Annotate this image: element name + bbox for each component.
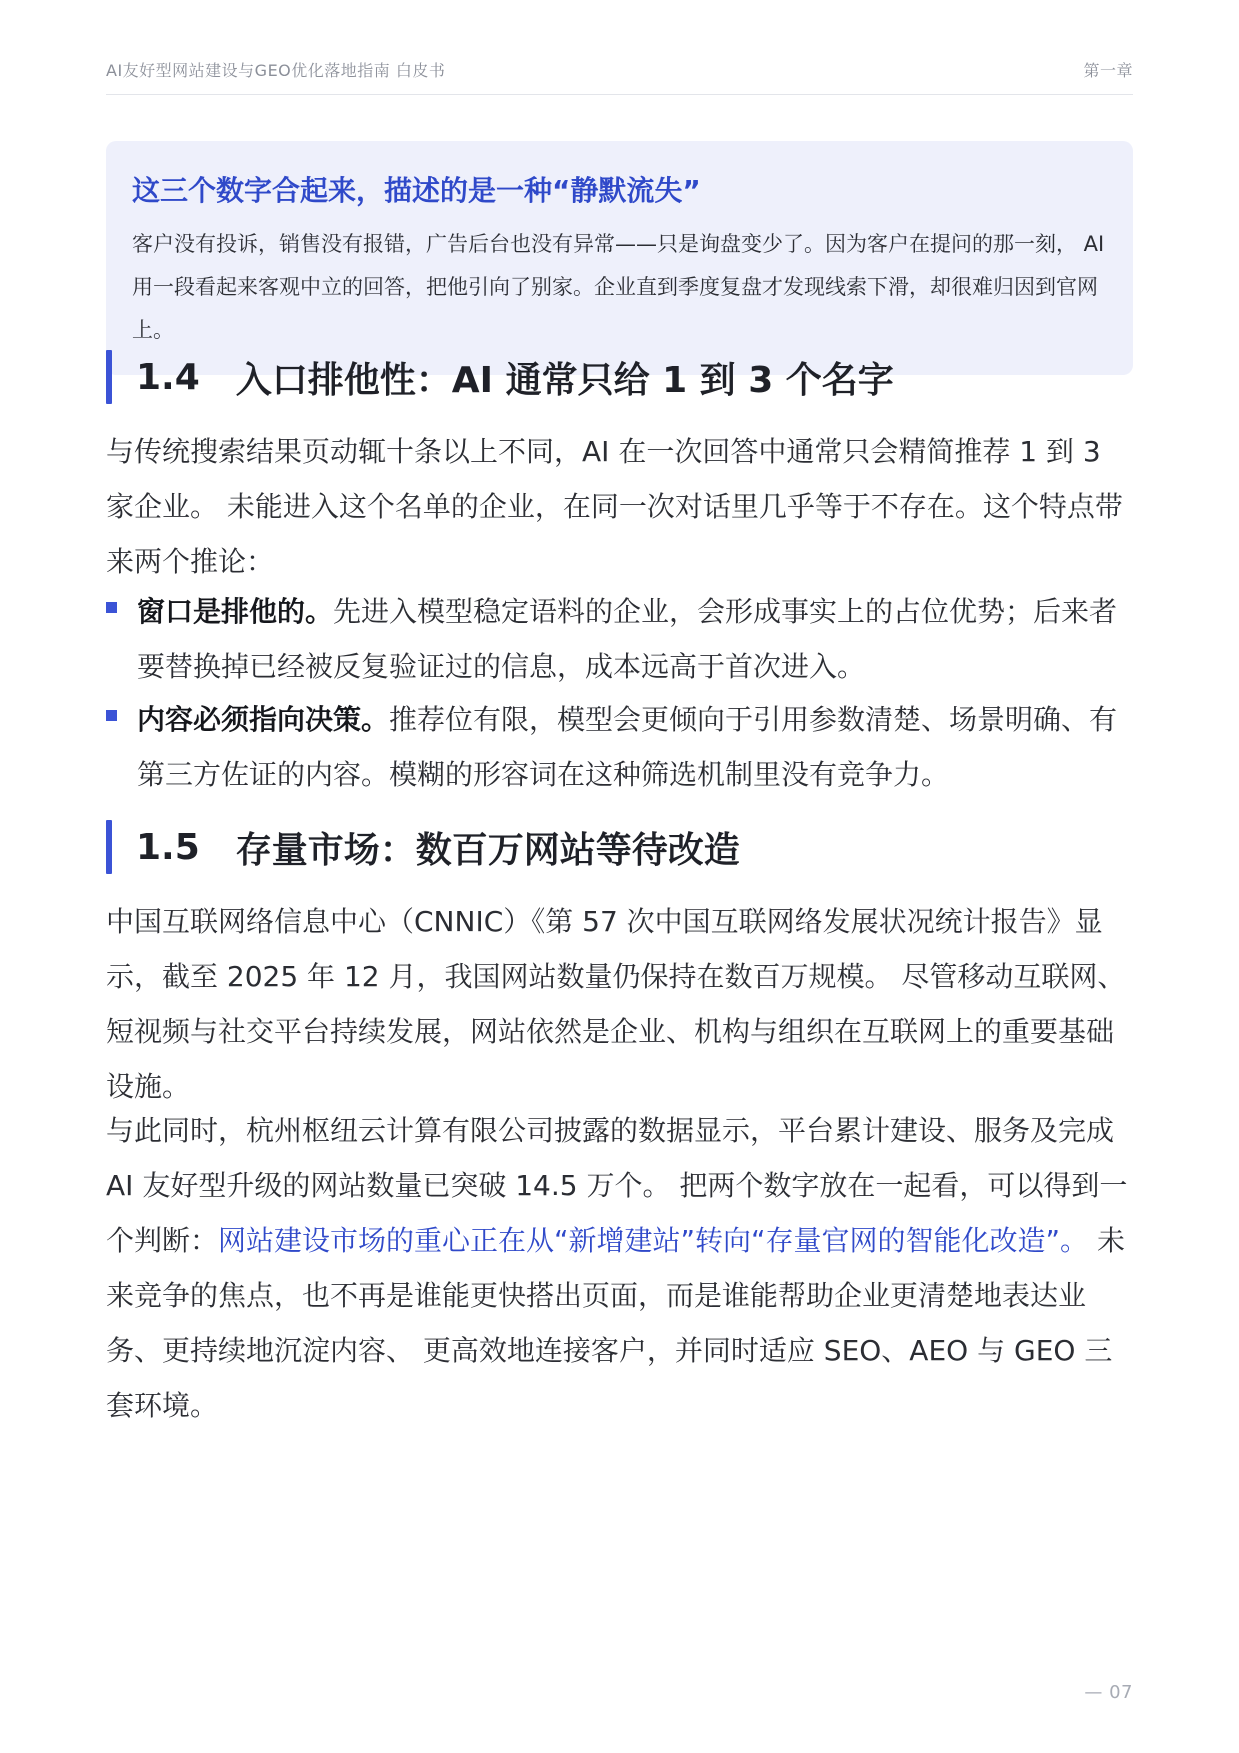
bullet-square-icon (106, 710, 117, 721)
section-title: 存量市场：数百万网站等待改造 (235, 829, 740, 871)
bullet-content (137, 584, 1127, 694)
callout-body: 客户没有投诉，销售没有报错，广告后台也没有异常——只是询盘变少了。因为客户在提问的那一刻， AI 用一段看起来客观中立的回答，把他引向了别家。企业直到季度复盘才发现线索下滑，却很难归因到官网上。 (132, 232, 1105, 342)
highlighted-conclusion: 网站建设市场的重心正在从“新增建站”转向“存量官网的智能化改造”。 (218, 1224, 1089, 1257)
bullet-item (106, 692, 1133, 802)
bullet-square-icon (106, 602, 117, 613)
section-heading-1-5 (106, 819, 1133, 875)
section-number: 1.5 (136, 826, 200, 868)
bullet-content (137, 692, 1127, 802)
bullet-text: 先进入模型稳定语料的企业，会形成事实上的占位优势；后来者要替换掉已经被反复验证过的信息，成本远高于首次进入。 (137, 595, 1118, 683)
bullet-text: 推荐位有限，模型会更倾向于引用参数清楚、场景明确、有第三方佐证的内容。模糊的形容词在这种筛选机制里没有竞争力。 (137, 703, 1118, 791)
paragraph-text: 未来竞争的焦点，也不再是谁能更快搭出页面，而是谁能帮助企业更清楚地表达业务、更持续地沉淀内容、 更高效地连接客户，并同时适应 SEO、AEO 与 GEO 三套环境。 (106, 1224, 1125, 1422)
section-1-5-paragraph-2 (106, 1103, 1133, 1433)
section-heading-1-4 (106, 349, 1133, 405)
section-1-4-intro: 与传统搜索结果页动辄十条以上不同，AI 在一次回答中通常只会精简推荐 1 到 3 家企业。 未能进入这个名单的企业，在同一次对话里几乎等于不存在。这个特点带来两个推论： (106, 435, 1123, 578)
header-chapter: 第一章 (1083, 61, 1133, 80)
callout-box (106, 141, 1133, 375)
page-number: — 07 (1084, 1682, 1133, 1703)
bullet-lead: 窗口是排他的。 (137, 595, 334, 628)
section-title: 入口排他性：AI 通常只给 1 到 3 个名字 (235, 359, 894, 401)
page-header (106, 58, 1133, 95)
paragraph-text: 与此同时，杭州枢纽云计算有限公司披露的数据显示，平台累计建设、服务及完成 AI 友好型升级的网站数量已突破 14.5 万个。 把两个数字放在一起看，可以得到一个判断： (106, 1114, 1128, 1257)
heading-accent-bar (106, 350, 112, 404)
section-number: 1.4 (136, 356, 200, 398)
section-1-5-paragraph-1: 中国互联网络信息中心（CNNIC）《第 57 次中国互联网络发展状况统计报告》显示，截至 2025 年 12 月，我国网站数量仍保持在数百万规模。 尽管移动互联网、短视频与社交平台持续发展，网站依然是企业、机构与组织在互联网上的重要基础设施。 (106, 905, 1126, 1103)
document-page (106, 0, 1133, 1753)
heading-accent-bar (106, 820, 112, 874)
bullet-item (106, 584, 1133, 694)
header-title: AI友好型网站建设与GEO优化落地指南 白皮书 (106, 61, 446, 80)
bullet-lead: 内容必须指向决策。 (137, 703, 390, 736)
callout-title: 这三个数字合起来，描述的是一种“静默流失” (132, 174, 701, 207)
